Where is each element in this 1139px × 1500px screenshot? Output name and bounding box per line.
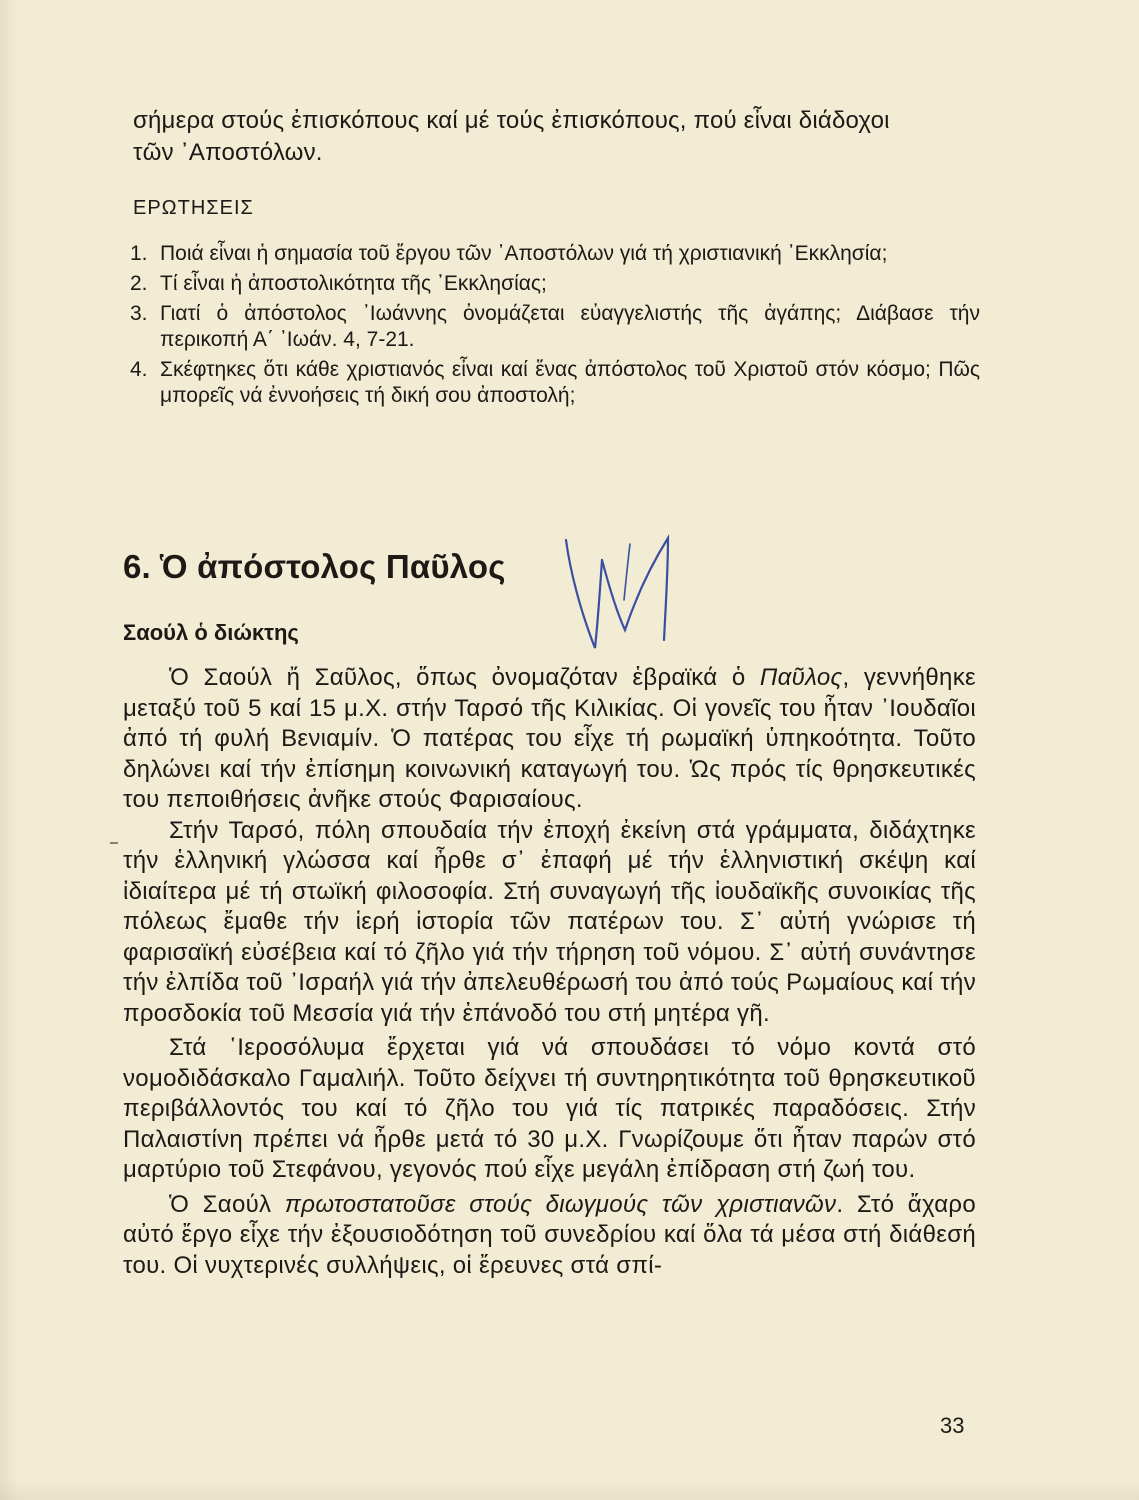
- paragraph-1-emphasis: Παῦλος: [759, 664, 843, 691]
- question-text: Ποιά εἶναι ἡ σημασία τοῦ ἔργου τῶν ᾿Αποστόλων γιά τή χριστιανική ᾿Εκκλησία;: [160, 242, 888, 265]
- paragraph-4-text: Ὁ Σαούλ: [169, 1190, 285, 1218]
- intro-line-1: σήμερα στούς ἐπισκόπους καί μέ τούς ἐπισκόπους, πού εἶναι διάδοχοι: [133, 107, 890, 134]
- section-title: Σαούλ ὁ διώκτης: [123, 620, 299, 645]
- question-text: Τί εἶναι ἡ ἀποστολικότητα τῆς ᾿Εκκλησίας;: [160, 272, 547, 295]
- paragraph-3: [123, 1033, 976, 1186]
- question-item: [130, 357, 980, 409]
- question-number: 1.: [130, 242, 148, 265]
- question-text: Σκέφτηκες ὅτι κάθε χριστιανός εἶναι καί ἕνας ἀπόστολος τοῦ Χριστοῦ στόν κόσμο; Πῶς μπορεῖς νά ἐννοήσεις τή δική σου ἀποστολή;: [160, 358, 980, 407]
- question-text: Γιατί ὁ ἀπόστολος ᾿Ιωάννης ὀνομάζεται εὐαγγελιστής τῆς ἀγάπης; Διάβασε τήν περικοπή Α΄ ᾿Ιωάν. 4, 7-21.: [160, 302, 980, 351]
- paragraph-2: [123, 816, 976, 1030]
- questions-list: [130, 241, 980, 413]
- intro-line-2: τῶν ᾿Αποστόλων.: [133, 139, 323, 166]
- body-text: [123, 663, 976, 1281]
- paragraph-3-text: Στά ῾Ιεροσόλυμα ἔρχεται γιά νά σπουδάσει τό νόμο κοντά στό νομοδιδάσκαλο Γαμαλιήλ. Τοῦτο δείχνει τή συντηρητικότητα τοῦ θρησκευτικοῦ περιβάλλοντός του καί τό ζῆλο του γιά τίς πατρικές παραδόσεις. Στήν Παλαιστίνη πρέπει νά ἦρθε μετά τό 30 μ.Χ. Γνωρίζουμε ὅτι ἦταν παρών στό μαρτύριο τοῦ Στεφάνου, γεγονός πού εἶχε μεγάλη ἐπίδραση στή ζωή του.: [123, 1034, 976, 1183]
- question-item: [130, 241, 980, 267]
- questions-heading: ΕΡΩΤΗΣΕΙΣ: [133, 197, 254, 219]
- chapter-title: 6. Ὁ ἀπόστολος Παῦλος: [123, 548, 506, 585]
- question-item: [130, 301, 980, 353]
- page-number: 33: [940, 1413, 965, 1438]
- paragraph-1: [123, 663, 976, 816]
- paragraph-2-text: Στήν Ταρσό, πόλη σπουδαία τήν ἐποχή ἐκείνη στά γράμματα, διδάχτηκε τήν ἑλληνική γλώσσα καί ἦρθε σ᾿ ἐπαφή μέ τήν ἑλληνιστική σκέψη καί ἰδιαίτερα μέ τή στωϊκή φιλοσοφία. Στή συναγωγή τῆς ἰουδαϊκῆς συνοικίας τῆς πόλεως ἔμαθε τήν ἱερή ἱστορία τῶν πατέρων του. Σ᾿ αὐτή γνώρισε τή φαρισαϊκή εὐσέβεια καί τό ζῆλο γιά τήν τήρηση τοῦ νόμου. Σ᾿ αὐτή συνάντησε τήν ἐλπίδα τοῦ ᾿Ισραήλ γιά τήν ἀπελευθέρωσή του ἀπό τούς Ρωμαίους καί τήν προσδοκία τοῦ Μεσσία γιά τήν ἐπάνοδό του στή μητέρα γῆ.: [123, 816, 976, 1027]
- paragraph-1-text: Ὁ Σαούλ ἤ Σαῦλος, ὅπως ὀνομαζόταν ἑβραϊκά ὁ: [169, 664, 760, 691]
- intro-paragraph: [133, 105, 983, 169]
- margin-mark: [110, 842, 118, 844]
- question-number: 2.: [130, 272, 148, 295]
- question-number: 3.: [130, 302, 148, 325]
- paragraph-4-emphasis: πρωτοστατοῦσε στούς διωγμούς τῶν χριστιανῶν: [284, 1190, 837, 1218]
- paragraph-1-text-cont: , γεννήθηκε μεταξύ τοῦ 5 καί 15 μ.Χ. στήν Ταρσό τῆς Κιλικίας. Οἱ γονεῖς του ἦταν ᾿Ιουδαῖοι ἀπό τή φυλή Βενιαμίν. Ὁ πατέρας του εἶχε τή ρωμαϊκή ὑπηκοότητα. Τοῦτο δηλώνει καί τήν ἐπίσημη κοινωνική καταγωγή του. Ὡς πρός τίς θρησκευτικές του πεποιθήσεις ἀνῆκε στούς Φαρισαίους.: [123, 664, 976, 813]
- question-item: [130, 271, 980, 297]
- handwritten-signature: [540, 530, 690, 660]
- question-number: 4.: [130, 358, 148, 381]
- paragraph-4: [123, 1190, 976, 1282]
- paragraph-4-text-cont: . Στό ἄχαρο αὐτό ἔργο εἶχε τήν ἐξουσιοδότηση τοῦ συνεδρίου καί ὅλα τά μέσα στή διάθεσή του. Οἱ νυχτερινές συλλήψεις, οἱ ἔρευνες στά σπί-: [123, 1190, 976, 1279]
